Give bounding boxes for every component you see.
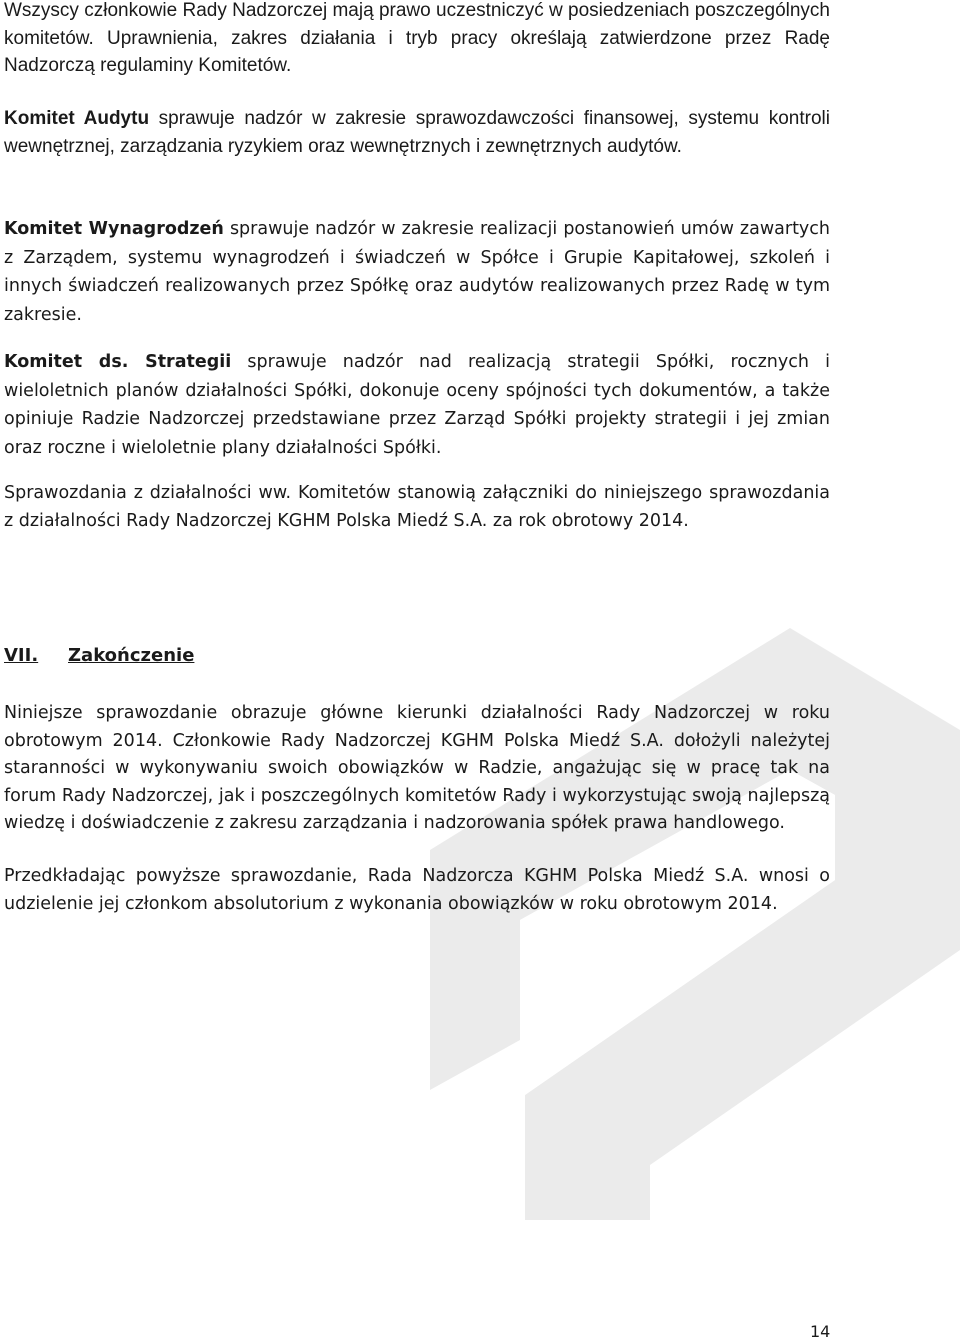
remuneration-committee-title: Komitet Wynagrodzeń xyxy=(4,219,224,239)
remuneration-committee-text: sprawuje nadzór w zakresie realizacji postanowień umów zawartych z Zarządem, systemu wynagrodzeń i świadczeń w Spółce i Grupie Kapitałowej, szkoleń i innych świadczeń realizowanych przez Spółkę oraz audytów realizowanych przez Radę w tym zakresie. xyxy=(4,219,830,325)
audit-committee-text: sprawuje nadzór w zakresie sprawozdawczości finansowej, systemu kontroli wewnętrznej, zarządzania ryzykiem oraz wewnętrznych i zewnętrznych audytów. xyxy=(4,108,830,157)
strategy-committee-title: Komitet ds. Strategii xyxy=(4,352,232,372)
paragraph-audit-committee xyxy=(4,105,830,160)
paragraph-strategy-committee xyxy=(4,348,830,462)
paragraph-committees-intro: Wszyscy członkowie Rady Nadzorczej mają prawo uczestniczyć w posiedzeniach poszczególnych komitetów. Uprawnienia, zakres działania i tryb pracy określają zatwierdzone przez Radę Nadzorczą regulaminy Komitetów. xyxy=(4,0,830,76)
section-heading xyxy=(4,645,194,666)
page-number: 14 xyxy=(810,1322,831,1341)
paragraph-remuneration-committee xyxy=(4,215,830,329)
section-title: Zakończenie xyxy=(68,645,195,666)
section-number: VII. xyxy=(4,645,39,666)
strategy-committee-text: sprawuje nadzór nad realizacją strategii Spółki, rocznych i wieloletnich planów działalności Spółki, dokonuje oceny spójności tych dokumentów, a także opiniuje Radzie Nadzorczej przedstawiane przez Zarząd Spółki projekty strategii i jej zmian oraz roczne i wieloletnie plany działalności Spółki. xyxy=(4,352,830,458)
paragraph-discharge-request: Przedkładając powyższe sprawozdanie, Rada Nadzorcza KGHM Polska Miedź S.A. wnosi o udzielenie jej członkom absolutorium z wykonania obowiązków w roku obrotowym 2014. xyxy=(4,866,830,914)
audit-committee-title: Komitet Audytu xyxy=(4,108,150,129)
paragraph-committee-reports: Sprawozdania z działalności ww. Komitetów stanowią załączniki do niniejszego sprawozdania z działalności Rady Nadzorczej KGHM Polska Miedź S.A. za rok obrotowy 2014. xyxy=(4,483,830,531)
paragraph-conclusion: Niniejsze sprawozdanie obrazuje główne kierunki działalności Rady Nadzorczej w roku obrotowym 2014. Członkowie Rady Nadzorczej KGHM Polska Miedź S.A. dołożyli należytej staranności w wykonywaniu swoich obowiązków w Radzie, angażując się w pracę tak na forum Rady Nadzorczej, jak i poszczególnych komitetów Rady i wykorzystując swoją najlepszą wiedzę i doświadczenie z zakresu zarządzania i nadzorowania spółek prawa handlowego. xyxy=(4,703,830,833)
